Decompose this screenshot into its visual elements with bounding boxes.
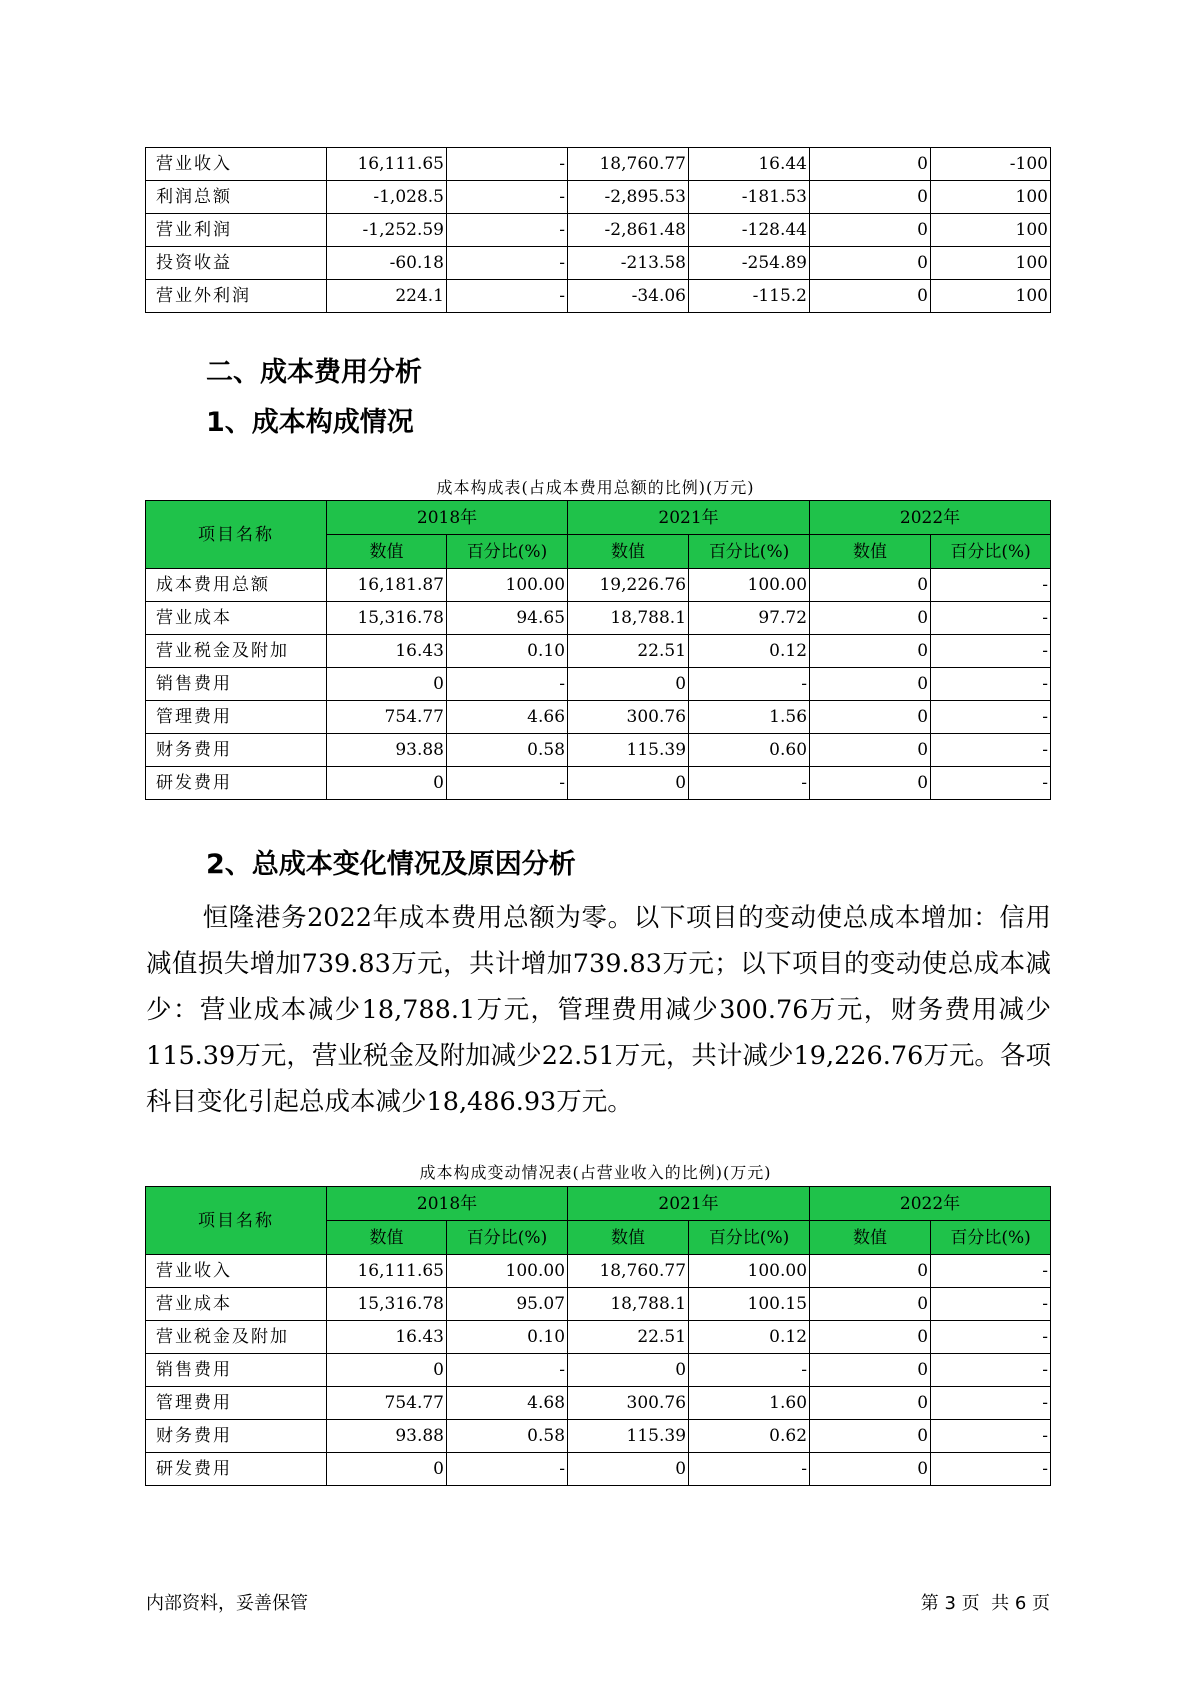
section-title-cost-analysis: 二、成本费用分析	[206, 357, 422, 388]
cell-c1: 754.77	[327, 701, 447, 734]
cell-c6: -	[931, 1420, 1051, 1453]
cell-c4: 0.60	[689, 734, 810, 767]
table-row	[146, 148, 1051, 181]
cell-c6: 100	[931, 214, 1051, 247]
row-label: 销售费用	[146, 1354, 327, 1387]
row-label: 营业税金及附加	[146, 1321, 327, 1354]
cell-c2: 0.10	[447, 635, 568, 668]
table-row	[146, 569, 1051, 602]
table2-year-2022: 2022年	[810, 1187, 1051, 1221]
cell-c5: 0	[810, 1420, 931, 1453]
cell-c2: 100.00	[447, 1255, 568, 1288]
cell-c2: 95.07	[447, 1288, 568, 1321]
row-label: 管理费用	[146, 701, 327, 734]
cell-c3: 0	[568, 767, 689, 800]
table-row	[146, 1321, 1051, 1354]
table-row	[146, 1255, 1051, 1288]
cell-c1: 754.77	[327, 1387, 447, 1420]
cell-c3: 0	[568, 1453, 689, 1486]
cell-c5: 0	[810, 734, 931, 767]
table2-sub-pct: 百分比(%)	[447, 1221, 568, 1255]
row-label: 营业收入	[146, 1255, 327, 1288]
cell-c1: 0	[327, 668, 447, 701]
cell-c6: -	[931, 1321, 1051, 1354]
cell-c1: 16,111.65	[327, 148, 447, 181]
cell-c1: 0	[327, 767, 447, 800]
cell-c5: 0	[810, 148, 931, 181]
cell-c4: -181.53	[689, 181, 810, 214]
cell-c2: 4.68	[447, 1387, 568, 1420]
row-label: 营业成本	[146, 1288, 327, 1321]
cell-c4: 1.60	[689, 1387, 810, 1420]
table2-sub-pct: 百分比(%)	[689, 1221, 810, 1255]
table2-sub-pct: 百分比(%)	[931, 1221, 1051, 1255]
cell-c6: -	[931, 1255, 1051, 1288]
cell-c3: 300.76	[568, 1387, 689, 1420]
cell-c6: -	[931, 1288, 1051, 1321]
cell-c5: 0	[810, 668, 931, 701]
cell-c4: -	[689, 767, 810, 800]
cell-c6: 100	[931, 247, 1051, 280]
row-label: 营业外利润	[146, 280, 327, 313]
table-row	[146, 1453, 1051, 1486]
row-label: 营业成本	[146, 602, 327, 635]
cell-c4: -	[689, 1453, 810, 1486]
cell-c4: 1.56	[689, 701, 810, 734]
cell-c6: 100	[931, 181, 1051, 214]
cell-c1: 16,181.87	[327, 569, 447, 602]
table2-sub-value: 数值	[568, 1221, 689, 1255]
table-row	[146, 767, 1051, 800]
cell-c6: -	[931, 701, 1051, 734]
cell-c4: 0.62	[689, 1420, 810, 1453]
cell-c5: 0	[810, 214, 931, 247]
table1-year-2021: 2021年	[568, 501, 810, 535]
table1-sub-value: 数值	[810, 535, 931, 569]
cell-c5: 0	[810, 1255, 931, 1288]
cell-c4: 97.72	[689, 602, 810, 635]
cell-c2: 0.10	[447, 1321, 568, 1354]
cell-c6: -	[931, 1387, 1051, 1420]
cell-c2: -	[447, 1453, 568, 1486]
table-row	[146, 1387, 1051, 1420]
row-label: 财务费用	[146, 1420, 327, 1453]
table-row	[146, 635, 1051, 668]
cell-c3: 300.76	[568, 701, 689, 734]
cell-c3: 22.51	[568, 1321, 689, 1354]
cell-c6: -100	[931, 148, 1051, 181]
footer-page-number: 第 3 页 共 6 页	[920, 1593, 1050, 1614]
cell-c2: -	[447, 280, 568, 313]
row-label: 研发费用	[146, 1453, 327, 1486]
cell-c3: 18,788.1	[568, 602, 689, 635]
cell-c6: -	[931, 734, 1051, 767]
cell-c4: 100.00	[689, 569, 810, 602]
cell-c2: -	[447, 148, 568, 181]
cell-c5: 0	[810, 701, 931, 734]
cell-c4: 100.15	[689, 1288, 810, 1321]
cell-c5: 0	[810, 767, 931, 800]
cost-structure-table	[145, 500, 1051, 800]
cell-c1: 15,316.78	[327, 1288, 447, 1321]
table-row	[146, 280, 1051, 313]
cell-c4: -254.89	[689, 247, 810, 280]
table-row	[146, 602, 1051, 635]
cell-c6: 100	[931, 280, 1051, 313]
table1-caption: 成本构成表(占成本费用总额的比例)(万元)	[436, 478, 755, 497]
cell-c5: 0	[810, 1321, 931, 1354]
table-row	[146, 668, 1051, 701]
cell-c3: 22.51	[568, 635, 689, 668]
cell-c2: -	[447, 668, 568, 701]
cost-change-paragraph: 恒隆港务2022年成本费用总额为零。以下项目的变动使总成本增加：信用减值损失增加739.83万元，共计增加739.83万元；以下项目的变动使总成本减少：营业成本减少18,788.1万元，管理费用减少300.76万元，财务费用减少115.39万元，营业税金及附加减少22.51万元，共计减少19,226.76万元。各项科目变化引起总成本减少18,486.93万元。	[146, 903, 1051, 1117]
cell-c5: 0	[810, 1288, 931, 1321]
row-label: 研发费用	[146, 767, 327, 800]
cell-c2: 94.65	[447, 602, 568, 635]
cell-c3: 18,788.1	[568, 1288, 689, 1321]
top-indicator-table	[145, 147, 1051, 313]
cell-c6: -	[931, 569, 1051, 602]
cell-c3: -213.58	[568, 247, 689, 280]
row-label: 营业利润	[146, 214, 327, 247]
table-row	[146, 214, 1051, 247]
cell-c2: 0.58	[447, 1420, 568, 1453]
cell-c1: 93.88	[327, 734, 447, 767]
cell-c2: -	[447, 181, 568, 214]
table1-year-2022: 2022年	[810, 501, 1051, 535]
cell-c1: 0	[327, 1354, 447, 1387]
cell-c6: -	[931, 635, 1051, 668]
table-row	[146, 181, 1051, 214]
cell-c2: 0.58	[447, 734, 568, 767]
cost-change-table	[145, 1186, 1051, 1486]
cell-c3: 0	[568, 668, 689, 701]
cell-c1: 93.88	[327, 1420, 447, 1453]
cell-c1: 224.1	[327, 280, 447, 313]
table1-sub-pct: 百分比(%)	[447, 535, 568, 569]
cell-c5: 0	[810, 247, 931, 280]
subsection-title-cost-change: 2、总成本变化情况及原因分析	[206, 849, 576, 880]
table1-sub-value: 数值	[327, 535, 447, 569]
cell-c1: 16.43	[327, 1321, 447, 1354]
cell-c1: 16.43	[327, 635, 447, 668]
table-row	[146, 701, 1051, 734]
cell-c2: -	[447, 1354, 568, 1387]
row-label: 财务费用	[146, 734, 327, 767]
table-row	[146, 247, 1051, 280]
cell-c3: -34.06	[568, 280, 689, 313]
cell-c3: 115.39	[568, 1420, 689, 1453]
cell-c5: 0	[810, 1453, 931, 1486]
cell-c6: -	[931, 668, 1051, 701]
cell-c2: 100.00	[447, 569, 568, 602]
row-label: 营业收入	[146, 148, 327, 181]
table1-header-name: 项目名称	[146, 501, 327, 569]
cell-c2: -	[447, 247, 568, 280]
table2-year-2021: 2021年	[568, 1187, 810, 1221]
cell-c4: -115.2	[689, 280, 810, 313]
cell-c3: -2,895.53	[568, 181, 689, 214]
row-label: 投资收益	[146, 247, 327, 280]
cell-c5: 0	[810, 635, 931, 668]
cell-c1: 15,316.78	[327, 602, 447, 635]
cell-c1: -1,028.5	[327, 181, 447, 214]
table-row	[146, 1420, 1051, 1453]
row-label: 销售费用	[146, 668, 327, 701]
cell-c5: 0	[810, 1387, 931, 1420]
table1-header-years	[146, 501, 1051, 535]
cell-c2: 4.66	[447, 701, 568, 734]
cell-c3: 115.39	[568, 734, 689, 767]
cell-c4: 16.44	[689, 148, 810, 181]
cell-c3: 0	[568, 1354, 689, 1387]
table-row	[146, 734, 1051, 767]
table-row	[146, 1288, 1051, 1321]
table1-sub-value: 数值	[568, 535, 689, 569]
cell-c1: -1,252.59	[327, 214, 447, 247]
cell-c4: -	[689, 1354, 810, 1387]
table2-sub-value: 数值	[810, 1221, 931, 1255]
table2-year-2018: 2018年	[327, 1187, 568, 1221]
cell-c4: -	[689, 668, 810, 701]
cell-c5: 0	[810, 280, 931, 313]
cell-c6: -	[931, 602, 1051, 635]
footer-confidential: 内部资料，妥善保管	[146, 1593, 308, 1614]
row-label: 管理费用	[146, 1387, 327, 1420]
cell-c6: -	[931, 1354, 1051, 1387]
cell-c5: 0	[810, 602, 931, 635]
cell-c3: 18,760.77	[568, 1255, 689, 1288]
row-label: 利润总额	[146, 181, 327, 214]
table2-caption: 成本构成变动情况表(占营业收入的比例)(万元)	[419, 1163, 772, 1182]
cell-c3: -2,861.48	[568, 214, 689, 247]
cell-c1: 16,111.65	[327, 1255, 447, 1288]
cell-c3: 19,226.76	[568, 569, 689, 602]
cell-c6: -	[931, 767, 1051, 800]
table1-sub-pct: 百分比(%)	[689, 535, 810, 569]
table1-year-2018: 2018年	[327, 501, 568, 535]
cell-c5: 0	[810, 569, 931, 602]
subsection-title-cost-structure: 1、成本构成情况	[206, 407, 414, 438]
cell-c6: -	[931, 1453, 1051, 1486]
cell-c5: 0	[810, 181, 931, 214]
row-label: 营业税金及附加	[146, 635, 327, 668]
cell-c4: 0.12	[689, 1321, 810, 1354]
table2-sub-value: 数值	[327, 1221, 447, 1255]
cell-c4: 0.12	[689, 635, 810, 668]
cell-c1: 0	[327, 1453, 447, 1486]
table-row	[146, 1354, 1051, 1387]
table2-header-name: 项目名称	[146, 1187, 327, 1255]
cell-c4: -128.44	[689, 214, 810, 247]
cell-c3: 18,760.77	[568, 148, 689, 181]
table1-sub-pct: 百分比(%)	[931, 535, 1051, 569]
table2-header-years	[146, 1187, 1051, 1221]
cell-c2: -	[447, 214, 568, 247]
cell-c4: 100.00	[689, 1255, 810, 1288]
cell-c5: 0	[810, 1354, 931, 1387]
row-label: 成本费用总额	[146, 569, 327, 602]
cell-c1: -60.18	[327, 247, 447, 280]
cell-c2: -	[447, 767, 568, 800]
